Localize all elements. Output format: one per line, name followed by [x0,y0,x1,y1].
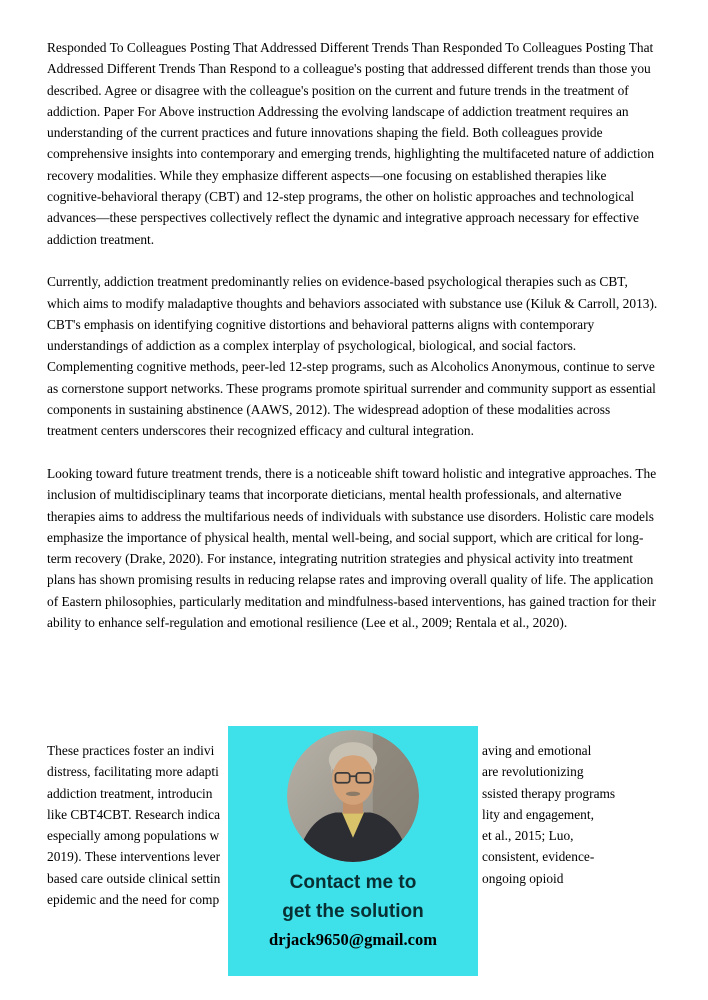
line-fragment-right: et al., 2015; Luo, [482,828,574,844]
line-fragment-right: lity and engagement, [482,806,594,822]
line-fragment-right: aving and emotional [482,743,592,758]
line-fragment-right: ongoing opioid [482,870,564,886]
contact-text-line1: Contact me to [289,872,417,893]
paragraph-1: Responded To Colleagues Posting That Addressed Different Trends Than Responded To Colleagues Posting That Addressed Different Trends Than Respond to a colleague's posting that addressed different trends than those you described. Agree or disagree with the colleague's position on the current and future trends in the treatment of addiction. Paper For Above instruction Addressing the evolving landscape of addiction treatment requires an understanding of the current practices and future innovations shaping the field. Both colleagues provide comprehensive insights into contemporary and emerging trends, highlighting the multifaceted nature of addiction recovery modalities. While they emphasize different aspects—one focusing on established therapies like cognitive-behavioral therapy (CBT) and 12-step programs, the other on holistic approaches and technological advances—these perspectives collectively reflect the dynamic and integrative approach necessary for effective addiction treatment. [47,40,655,247]
contact-ad-box [228,726,478,976]
document-body [47,37,661,655]
line-fragment-right: are revolutionizing [482,764,584,780]
paragraph-3: Looking toward future treatment trends, there is a noticeable shift toward holistic and integrative approaches. The inclusion of multidisciplinary teams that incorporate dieticians, mental health professionals, and alternative therapies aims to address the multifarious needs of individuals with substance use disorders. Holistic care models emphasize the importance of physical health, mental well-being, and social support, which are critical for long-term recovery (Drake, 2020). For instance, integrating nutrition strategies and physical activity into treatment plans has shown promising results in reducing relapse rates and improving overall quality of life. The application of Eastern philosophies, particularly meditation and mindfulness-based interventions, has gained traction for their ability to enhance self-regulation and emotional resilience (Lee et al., 2009; Rentala et al., 2020). [47,465,657,631]
line-fragment-right: ssisted therapy programs [482,785,616,801]
line-fragment-left: based care outside clinical settin [47,870,221,886]
paragraph-2: Currently, addiction treatment predominantly relies on evidence-based psychological therapies such as CBT, which aims to modify maladaptive thoughts and behaviors associated with substance use (Kiluk & Carroll, 2013). CBT's emphasis on identifying cognitive distortions and behavioral patterns aligns with contemporary understandings of addiction as a complex interplay of psychological, biological, and social factors. Complementing cognitive methods, peer-led 12-step programs, such as Alcoholics Anonymous, continue to serve as cornerstone support networks. These programs promote spiritual surrender and community support as essential components in sustaining abstinence (AAWS, 2012). The widespread adoption of these modalities across treatment centers underscores their recognized efficacy and cultural integration. [47,274,658,439]
line-fragment-right: consistent, evidence- [482,849,595,865]
contact-photo [287,730,419,862]
line-fragment-left: 2019). These interventions lever [47,849,221,865]
line-fragment-left: These practices foster an indivi [47,743,215,758]
line-fragment-left: distress, facilitating more adapti [47,764,219,780]
line-fragment-left: epidemic and the need for comp [47,892,220,908]
line-fragment-left: like CBT4CBT. Research indica [47,806,221,822]
line-fragment-left: especially among populations w [47,828,220,844]
contact-text-line2: get the solution [282,901,424,922]
line-fragment-left: addiction treatment, introducin [47,785,213,801]
contact-email: drjack9650@gmail.com [269,930,437,949]
